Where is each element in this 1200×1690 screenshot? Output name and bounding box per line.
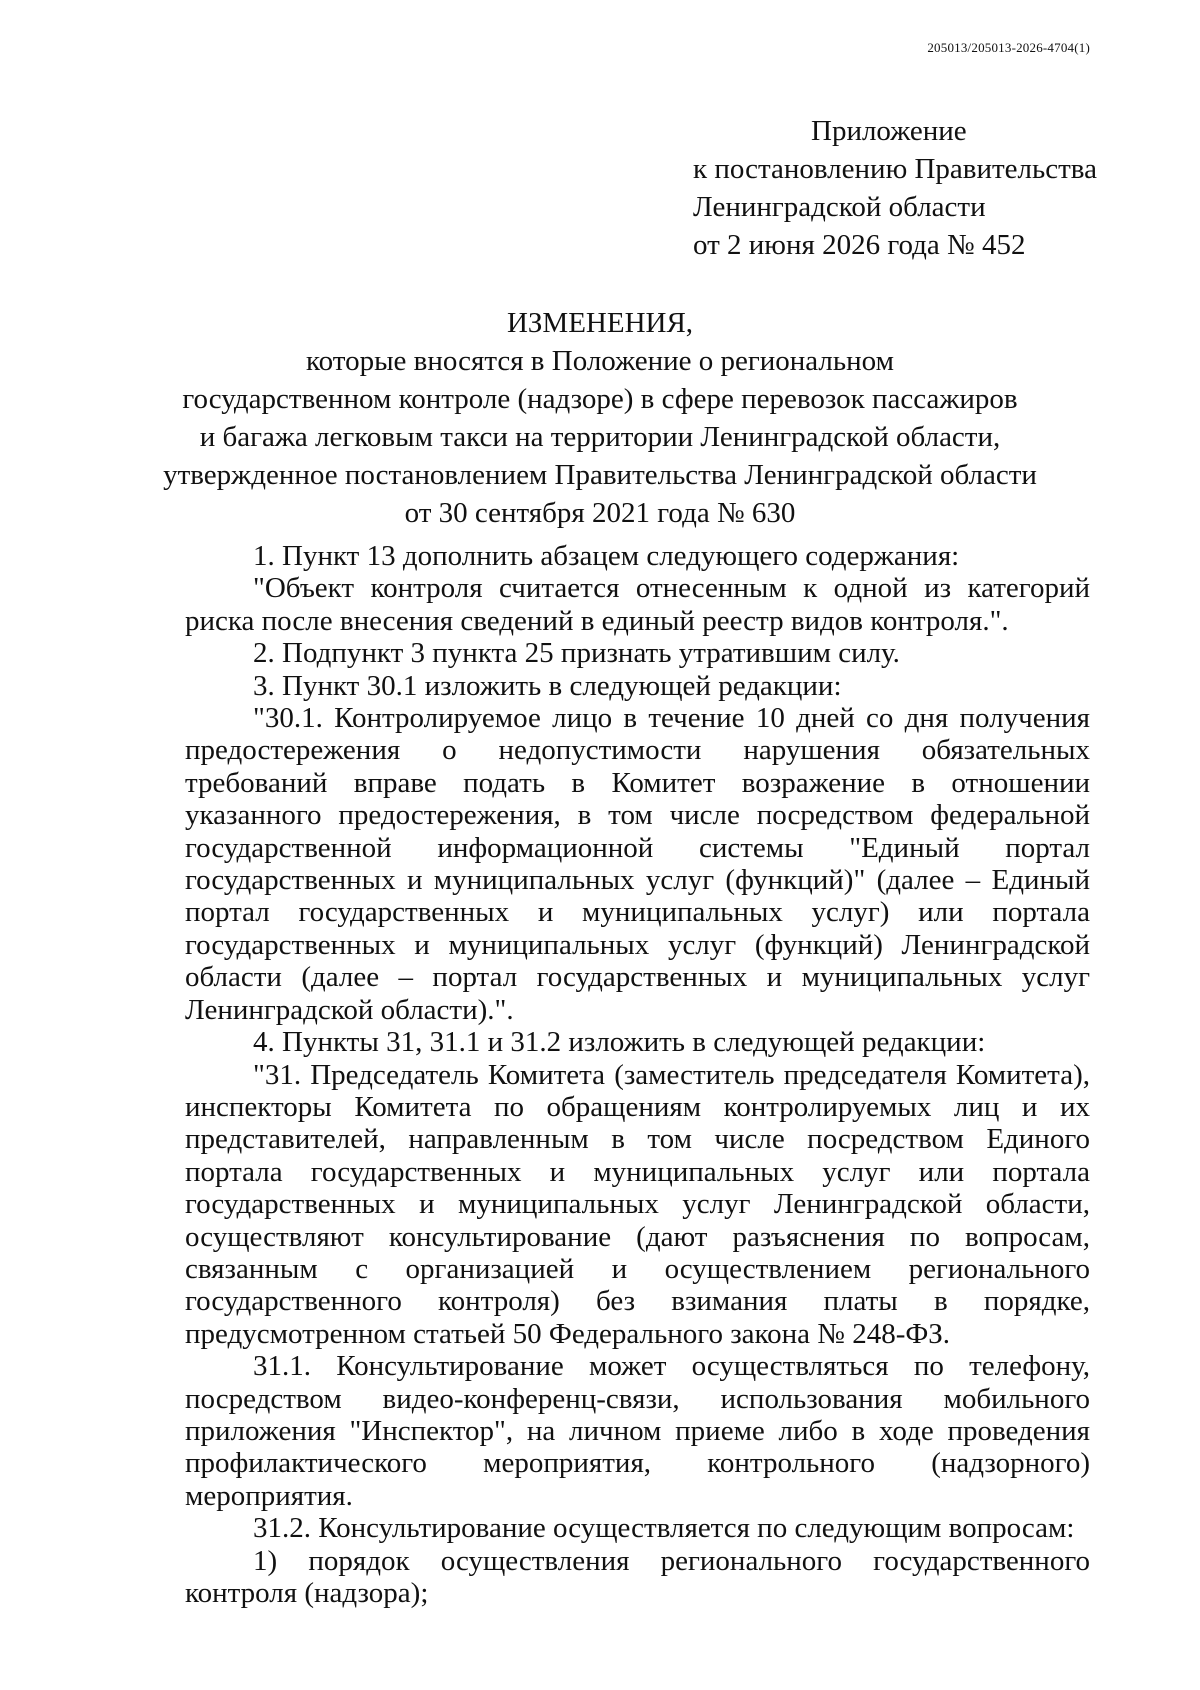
paragraph-subitem: 1) порядок осуществления регионального государственного контроля (надзора);: [185, 1544, 1090, 1609]
paragraph-item-4: 4. Пункты 31, 31.1 и 31.2 изложить в следующей редакции:: [253, 1026, 986, 1059]
paragraph-clause: 31.1. Консультирование может осуществляться по телефону, посредством видео-конференц-связи, использования мобильного приложения "Инспектор", на личном приеме либо в ходе проведения профилактического мероприятия, контрольного (надзорного) мероприятия.: [185, 1350, 1090, 1512]
appendix-block: [693, 112, 1097, 264]
appendix-line: Ленинградской области: [693, 191, 986, 223]
paragraph-quote: "31. Председатель Комитета (заместитель председателя Комитета), инспекторы Комитета по обращениям контролируемых лиц и их представителей, направленным в том числе посредством Единого портала государственных и муниципальных услуг или портала государственных и муниципальных услуг Ленинградской области, осуществляют консультирование (дают разъяснения по вопросам, связанным с организацией и осуществлением регионального государственного контроля) без взимания платы в порядке, предусмотренном статьей 50 Федерального закона № 248-ФЗ.: [185, 1058, 1090, 1350]
paragraph-item-1: 1. Пункт 13 дополнить абзацем следующего содержания:: [253, 540, 960, 572]
paragraph-item-3: 3. Пункт 30.1 изложить в следующей редакции:: [253, 669, 842, 702]
paragraph-item-2: 2. Подпункт 3 пункта 25 признать утратившим силу.: [253, 637, 900, 670]
paragraph-clause: 31.2. Консультирование осуществляется по следующим вопросам:: [253, 1512, 1075, 1545]
heading-line: от 30 сентября 2021 года № 630: [404, 497, 796, 529]
heading-line: утвержденное постановлением Правительства Ленинградской области: [163, 459, 1037, 491]
heading-line: государственном контроле (надзоре) в сфере перевозок пассажиров: [182, 383, 1018, 415]
appendix-date-number: от 2 июня 2026 года № 452: [693, 229, 1026, 261]
heading-line: которые вносятся в Положение о региональном: [306, 345, 894, 377]
heading-line: и багажа легковым такси на территории Ленинградской области,: [199, 421, 1001, 453]
document-registration-number: 205013/205013-2026-4704(1): [927, 40, 1090, 55]
paragraph-quote: "Объект контроля считается отнесенным к одной из категорий риска после внесения сведений в единый реестр видов контроля.".: [185, 572, 1090, 637]
paragraph-quote: "30.1. Контролируемое лицо в течение 10 дней со дня получения предостережения о недопустимости нарушения обязательных требований вправе подать в Комитет возражение в отношении указанного предостережения, в том числе посредством федеральной государственной информационной системы "Единый портал государственных и муниципальных услуг (функций)" (далее – Единый портал государственных и муниципальных услуг) или портала государственных и муниципальных услуг (функций) Ленинградской области (далее – портал государственных и муниципальных услуг Ленинградской области).".: [185, 702, 1090, 1026]
document-heading: [150, 304, 1050, 532]
document-body: [185, 540, 1090, 1609]
heading-title: ИЗМЕНЕНИЯ,: [506, 307, 694, 339]
appendix-title: Приложение: [811, 115, 967, 147]
appendix-line: к постановлению Правительства: [693, 153, 1097, 185]
